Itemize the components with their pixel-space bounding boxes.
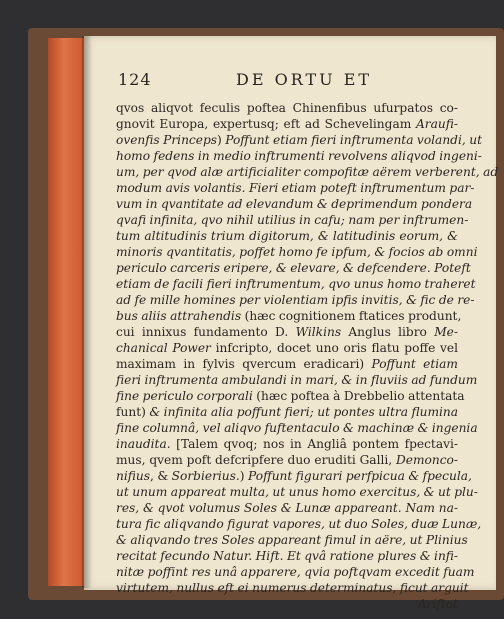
italic-text-segment: ut unum appareat multa, ut unus homo exercitus, & ut plu-: [116, 485, 478, 499]
text-line: [116, 484, 478, 500]
text-line: [116, 388, 465, 404]
roman-text-segment: [Talem qvoq; nos in Angliâ pontem fpectavi-: [170, 437, 458, 451]
text-line: [116, 324, 458, 340]
body-text: [116, 100, 499, 612]
italic-text-segment: virtutem, nullus eft ei numerus determinatus, ficut arguit: [116, 581, 469, 595]
italic-text-segment: Poffunt figurari perfpicua & fpecula,: [248, 469, 472, 483]
roman-text-segment: , &: [149, 469, 172, 483]
roman-text-segment: cui innixus fundamento D.: [116, 325, 296, 339]
page-header: [118, 70, 448, 90]
italic-text-segment: etiam de facili fieri inftrumentum, qvo unus homo traheret: [116, 277, 476, 291]
roman-text-segment: (hæc cognitionem ftatices produnt,: [244, 309, 462, 323]
text-line: [116, 500, 458, 516]
running-title: DE ORTU ET: [236, 70, 373, 89]
italic-text-segment: minoris qvantitatis, poffet homo fe ipfum, & focios ab omni: [116, 245, 478, 259]
text-line: [116, 132, 482, 148]
italic-text-segment: vum in qvantitate ad elevandum & deprimendum pondera: [116, 197, 473, 211]
text-line: [116, 468, 472, 484]
roman-text-segment: gnovit Europa, expertusq; eft ad Schevelingam: [116, 117, 416, 131]
italic-text-segment: Ariftot: [417, 597, 458, 611]
text-line: [116, 436, 458, 452]
text-line: [116, 116, 458, 132]
text-line: [116, 276, 476, 292]
italic-text-segment: fine columnâ, vel aliqvo fuftentaculo & machinæ & ingenia: [116, 421, 478, 435]
text-line: [116, 532, 468, 548]
italic-text-segment: Me-: [434, 325, 458, 339]
italic-text-segment: tum altitudinis trium digitorum, & latitudinis eorum, &: [116, 229, 458, 243]
italic-text-segment: ovenfis Princeps: [116, 133, 218, 147]
text-line: [116, 516, 482, 532]
page-gutter-shadow: [82, 36, 92, 588]
text-line: [116, 100, 458, 116]
italic-text-segment: Araufi-: [416, 117, 458, 131]
roman-text-segment: maximam in fylvis qvercum eradicari): [116, 357, 372, 371]
text-line: [116, 452, 458, 468]
italic-text-segment: & aliqvando tres Soles appareant fimul in aëre, ut Plinius: [116, 533, 468, 547]
text-line: [116, 180, 475, 196]
roman-text-segment: mus, qvem poft defcripfere duo eruditi Galli,: [116, 453, 396, 467]
text-line: [116, 564, 475, 580]
roman-text-segment: infcripto, docet uno oris flatu poffe vel: [210, 341, 458, 355]
italic-text-segment: res, & qvot volumus Soles & Lunæ appareant. Nam na-: [116, 501, 458, 515]
italic-text-segment: chanical Power: [116, 341, 211, 355]
roman-text-segment: ): [239, 469, 249, 483]
roman-text-segment: funt): [116, 405, 150, 419]
text-line: [116, 228, 458, 244]
italic-text-segment: Poffunt etiam fieri inftrumenta volandi, ut: [225, 133, 482, 147]
page-edge-red: [48, 38, 84, 586]
italic-text-segment: modum avis volantis. Fieri etiam poteft inftrumentum par-: [116, 181, 475, 195]
italic-text-segment: ad fe mille homines per violentiam ipfis invitis, & fic de re-: [116, 293, 475, 307]
roman-text-segment: (hæc poftea à Drebbelio attentata: [252, 389, 465, 403]
italic-text-segment: nitæ poffint res unâ apparere, qvia poftqvam excedit fuam: [116, 565, 475, 579]
text-line: [116, 164, 499, 180]
italic-text-segment: & infinita alia poffunt fieri; ut pontes ultra flumina: [149, 405, 459, 419]
text-line: [116, 308, 462, 324]
italic-text-segment: Demonco-: [395, 453, 458, 467]
text-line: [116, 212, 469, 228]
italic-text-segment: bus aliis attrahendis: [116, 309, 245, 323]
italic-text-segment: qvafi infinita, qvo nihil utilius in cafu; nam per inftrumen-: [116, 213, 469, 227]
italic-text-segment: um, per qvod alæ artificialiter compofitæ aërem verberent, ad: [116, 165, 499, 179]
roman-text-segment: ): [217, 133, 226, 147]
text-line: [116, 292, 475, 308]
italic-text-segment: fine periculo corporali: [116, 389, 253, 403]
text-line: [116, 404, 458, 420]
roman-text-segment: qvos aliqvot feculis poftea Chinenfibus ufurpatos co-: [116, 101, 458, 115]
text-line: [116, 580, 469, 596]
text-line: [116, 244, 478, 260]
text-line: [116, 340, 458, 356]
text-line: [116, 548, 458, 564]
text-line: [116, 420, 478, 436]
italic-text-segment: Poffunt etiam: [371, 357, 458, 371]
roman-text-segment: Anglus libro: [341, 325, 435, 339]
text-line: [116, 372, 478, 388]
text-line: [116, 148, 482, 164]
italic-text-segment: Wilkins: [295, 325, 342, 339]
italic-text-segment: tura fic aliqvando figurat vapores, ut duo Soles, duæ Lunæ,: [116, 517, 482, 531]
italic-text-segment: fieri inftrumenta ambulandi in mari, & in fluviis ad fundum: [116, 373, 478, 387]
italic-text-segment: inaudita.: [116, 437, 171, 451]
text-line: [116, 596, 458, 612]
text-line: [116, 196, 473, 212]
italic-text-segment: Sorbierius.: [171, 469, 240, 483]
italic-text-segment: homo fedens in medio inftrumenti revolvens aliqvod ingeni-: [116, 149, 482, 163]
italic-text-segment: nifius: [116, 469, 150, 483]
book-page: [84, 36, 499, 611]
italic-text-segment: periculo carceris eripere, & elevare, & defcendere. Poteft: [116, 261, 471, 275]
text-line: [116, 356, 458, 372]
page-number: 124: [118, 70, 152, 89]
italic-text-segment: recitat fecundo Natur. Hift. Et qvâ ratione plures & infi-: [116, 549, 459, 563]
text-line: [116, 260, 471, 276]
